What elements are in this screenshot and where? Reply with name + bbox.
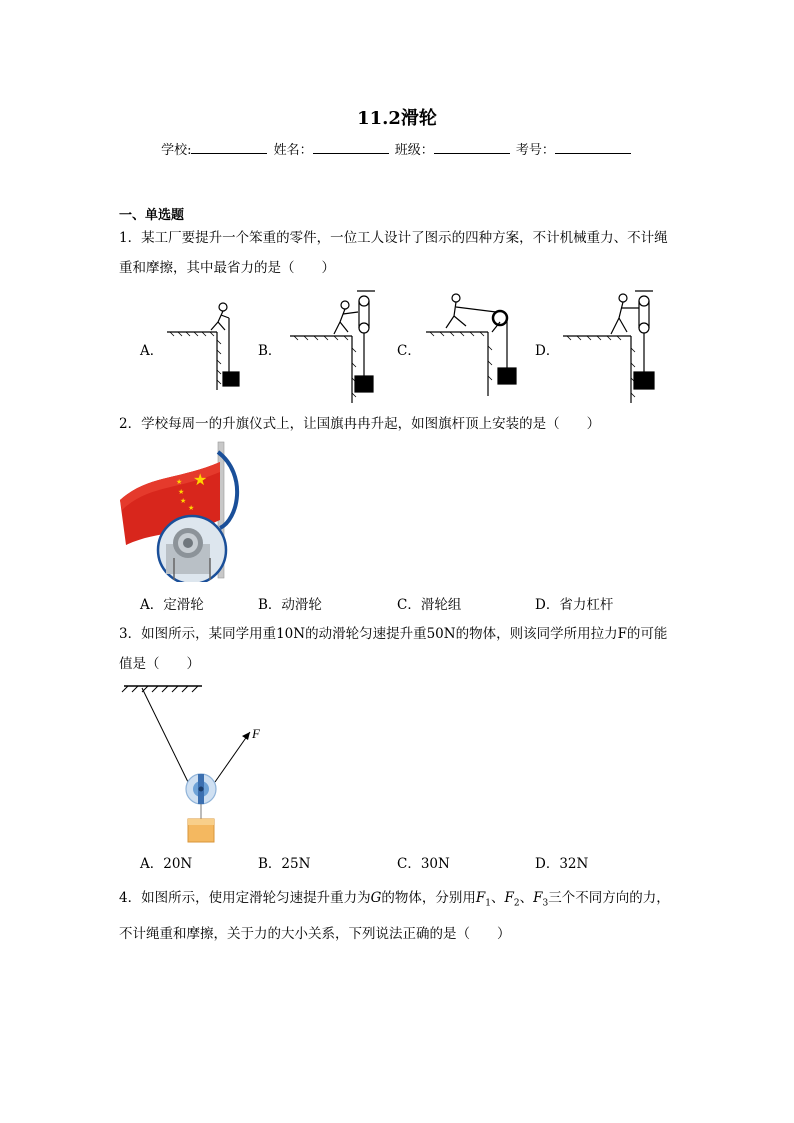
question-2-text: 2．学校每周一的升旗仪式上，让国旗冉冉升起，如图旗杆顶上安装的是（ ） [119,416,601,432]
school-label: 学校: [161,143,192,158]
force-label-f: F [252,726,260,741]
svg-text:★: ★ [193,470,208,489]
q1-option-d[interactable]: D． [535,343,560,359]
exam-number-blank [555,141,631,154]
q4-f1-symbol: F [475,890,486,906]
question-3-text: 3．如图所示，某同学用重10N的动滑轮匀速提升重50N的物体，则该同学所用拉力F的可能值是（ ） [119,626,668,672]
q3-option-d[interactable]: D．32N [535,856,589,872]
q3-option-b[interactable]: B．25N [258,856,311,872]
q2-option-d[interactable]: D．省力杠杆 [535,597,614,613]
q4-f2-sub: 2 [513,898,520,909]
class-label: 班级： [394,143,434,158]
exam-number-label: 考号： [515,143,555,158]
svg-text:★: ★ [176,478,183,486]
svg-text:★: ★ [178,488,185,496]
q4-text-b: 的物体，分别用 [381,890,476,906]
question-4-text [119,883,679,949]
page-title: 11.2滑轮 [357,108,437,129]
q1-option-c[interactable]: C． [397,343,421,359]
name-blank [313,141,389,154]
q4-text-c: 三个不同方向的力，不计绳重和摩擦，关于力的大小关系，下列说法正确的是（ ） [119,890,670,942]
q4-sep-1: 、 [491,890,505,906]
q4-f3-symbol: F [533,890,543,906]
q4-f1-sub: 1 [485,898,491,909]
q2-option-b[interactable]: B．动滑轮 [258,597,322,613]
q4-f3-sub: 3 [542,898,549,909]
student-info-line [0,139,794,158]
movable-pulley-figure [118,676,278,846]
q3-option-c[interactable]: C．30N [397,856,450,872]
q4-weight-symbol: G [370,890,382,906]
school-blank [191,141,267,154]
q4-sep-2: 、 [519,890,534,906]
q1-option-a[interactable]: A． [140,343,164,359]
option-d-diagram [563,291,654,403]
option-b-diagram [290,291,375,403]
svg-text:★: ★ [180,497,187,505]
q2-option-c[interactable]: C．滑轮组 [397,597,462,613]
class-blank [434,141,510,154]
flagpole-pulley-image [118,440,248,582]
q1-pulley-options-figure [115,288,675,408]
name-label: 姓名： [273,143,313,158]
section-heading: 一、单选题 [119,208,185,223]
q1-option-b[interactable]: B． [258,343,282,359]
q4-f2-symbol: F [504,890,514,906]
option-c-diagram [426,294,516,396]
svg-text:★: ★ [188,504,195,512]
option-a-diagram [167,303,239,390]
question-1-text: 1．某工厂要提升一个笨重的零件，一位工人设计了图示的四种方案，不计机械重力、不计绳重和摩擦，其中最省力的是（ ） [119,230,668,276]
q2-option-a[interactable]: A．定滑轮 [140,597,204,613]
q3-option-a[interactable]: A．20N [140,856,193,872]
q4-text-a: 4．如图所示，使用定滑轮匀速提升重力为 [119,890,371,906]
